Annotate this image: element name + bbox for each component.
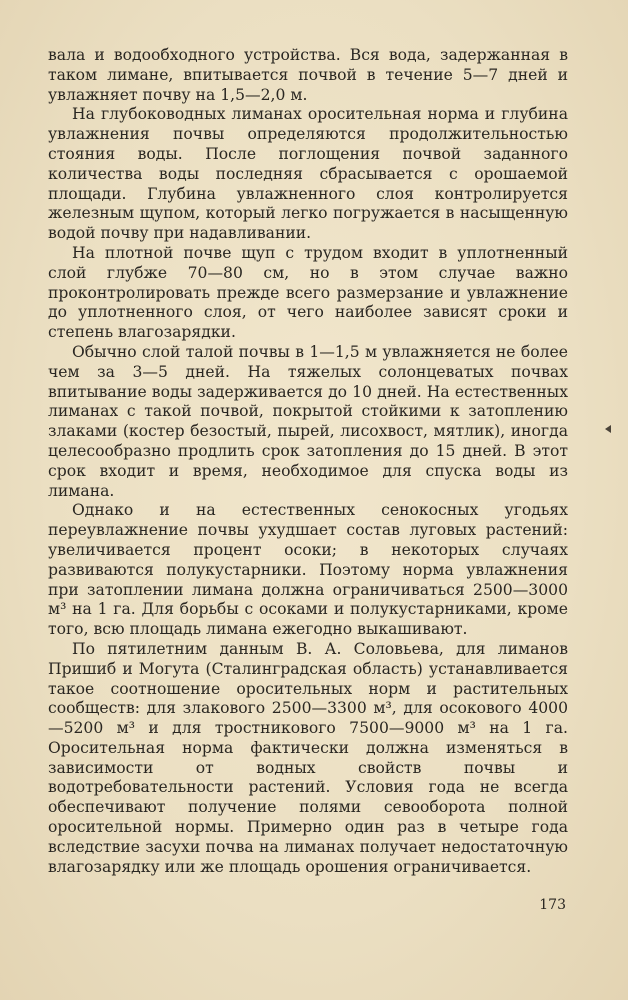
page-number: 173 — [539, 897, 566, 913]
paragraph-2: На глубоководных лиманах оросительная норма и глубина увлажнения почвы определяются продолжительностью стояния воды. После поглощения почвой заданного количества воды последняя сбрасывается с орошаемой площади. Глубина увлажненного слоя контролируется железным щупом, который легко погружается в насыщенную водой почву при надавливании. — [48, 105, 568, 243]
margin-mark-icon — [605, 425, 611, 433]
page-text — [48, 46, 568, 877]
paragraph-1: вала и водообходного устройства. Вся вода, задержанная в таком лимане, впитывается почвой в течение 5—7 дней и увлажняет почву на 1,5—2,0 м. — [48, 46, 568, 104]
paragraph-3: На плотной почве щуп с трудом входит в уплотненный слой глубже 70—80 см, но в этом случае важно проконтролировать прежде всего размерзание и увлажнение до уплотненного слоя, от чего наиболее зависят сроки и степень влагозарядки. — [48, 243, 568, 342]
paragraph-5: Однако и на естественных сенокосных угодьях переувлажнение почвы ухудшает состав луговых растений: увеличивается процент осоки; в некоторых случаях развиваются полукустарники. Поэтому норма увлажнения при затоплении лимана должна ограничиваться 2500—3000 м³ на 1 га. Для борьбы с осоками и полукустарниками, кроме того, всю площадь лимана ежегодно выкашивают. — [48, 501, 568, 639]
paragraph-6: По пятилетним данным В. А. Соловьева, для лиманов Пришиб и Могута (Сталинградская область) устанавливается такое соотношение оросительных норм и растительных сообществ: для злакового 2500—3300 м³, для осокового 4000—5200 м³ и для тростникового 7500—9000 м³ на 1 га. Оросительная норма фактически должна изменяться в зависимости от водных свойств почвы и водотребовательности растений. Условия года не всегда обеспечивают получение полями севооборота полной оросительной нормы. Примерно один раз в четыре года вследствие засухи почва на лиманах получает недостаточную влагозарядку или же площадь орошения ограничивается. — [48, 639, 568, 876]
paragraph-4: Обычно слой талой почвы в 1—1,5 м увлажняется не более чем за 3—5 дней. На тяжелых солонцеватых почвах впитывание воды задерживается до 10 дней. На естественных лиманах с такой почвой, покрытой стойкими к затоплению злаками (костер безостый, пырей, лисохвост, мятлик), иногда целесообразно продлить срок затопления до 15 дней. В этот срок входит и время, необходимое для спуска воды из лимана. — [48, 342, 568, 500]
